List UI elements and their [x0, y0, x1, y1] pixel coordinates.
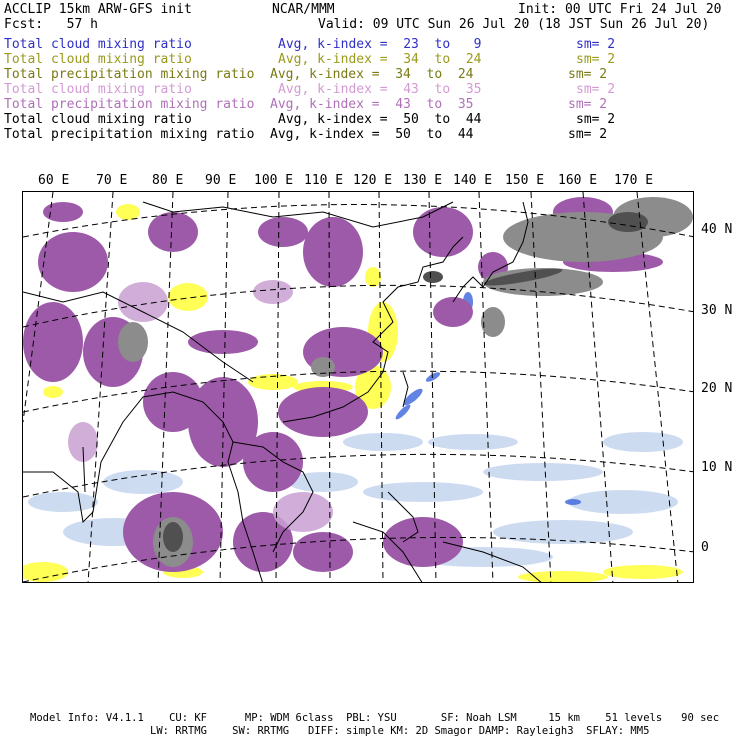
longitude-label: 140 E: [453, 173, 493, 188]
latitude-label: 30 N: [701, 303, 733, 318]
field-name: Total cloud mixing ratio: [4, 82, 192, 97]
organization-label: NCAR/MMM: [272, 2, 335, 17]
longitude-label: 80 E: [152, 173, 184, 188]
init-time: Init: 00 UTC Fri 24 Jul 20: [518, 2, 722, 17]
field-level-range: Avg, k-index = 50 to 44: [278, 112, 482, 127]
field-smoothing: sm= 2: [576, 37, 616, 52]
model-info-line-2: LW: RRTMG SW: RRTMG DIFF: simple KM: 2D Smagor DAMP: Rayleigh3 SFLAY: MM5: [150, 725, 650, 737]
field-smoothing: sm= 2: [568, 97, 608, 112]
forecast-hour: Fcst: 57 h: [4, 17, 98, 32]
field-level-range: Avg, k-index = 34 to 24: [278, 52, 482, 67]
map-frame: [22, 191, 694, 583]
field-smoothing: sm= 2: [576, 52, 616, 67]
longitude-label: 150 E: [505, 173, 545, 188]
field-name: Total precipitation mixing ratio: [4, 97, 255, 112]
field-level-range: Avg, k-index = 23 to 9: [278, 37, 482, 52]
longitude-label: 70 E: [96, 173, 128, 188]
forecast-map: [23, 192, 694, 583]
field-level-range: Avg, k-index = 34 to 24: [270, 67, 474, 82]
longitude-label: 110 E: [304, 173, 344, 188]
field-smoothing: sm= 2: [576, 82, 616, 97]
latitude-label: 10 N: [701, 460, 733, 475]
field-name: Total precipitation mixing ratio: [4, 67, 255, 82]
longitude-label: 170 E: [614, 173, 654, 188]
field-level-range: Avg, k-index = 43 to 35: [278, 82, 482, 97]
longitude-label: 100 E: [254, 173, 294, 188]
field-smoothing: sm= 2: [568, 127, 608, 142]
valid-time: Valid: 09 UTC Sun 26 Jul 20 (18 JST Sun 26 Jul 20): [318, 17, 710, 32]
longitude-label: 90 E: [205, 173, 237, 188]
field-name: Total cloud mixing ratio: [4, 37, 192, 52]
field-name: Total cloud mixing ratio: [4, 112, 192, 127]
latitude-label: 0: [701, 540, 709, 555]
longitude-label: 160 E: [558, 173, 598, 188]
longitude-label: 130 E: [403, 173, 443, 188]
field-smoothing: sm= 2: [568, 67, 608, 82]
field-name: Total precipitation mixing ratio: [4, 127, 255, 142]
model-info-line-1: Model Info: V4.1.1 CU: KF MP: WDM 6class PBL: YSU SF: Noah LSM 15 km 51 levels 90 sec: [30, 712, 720, 724]
longitude-label: 60 E: [38, 173, 70, 188]
latitude-label: 20 N: [701, 381, 733, 396]
field-name: Total cloud mixing ratio: [4, 52, 192, 67]
latitude-label: 40 N: [701, 222, 733, 237]
field-level-range: Avg, k-index = 50 to 44: [270, 127, 474, 142]
map-title: ACCLIP 15km ARW-GFS init: [4, 2, 192, 17]
field-level-range: Avg, k-index = 43 to 35: [270, 97, 474, 112]
longitude-label: 120 E: [353, 173, 393, 188]
field-smoothing: sm= 2: [576, 112, 616, 127]
